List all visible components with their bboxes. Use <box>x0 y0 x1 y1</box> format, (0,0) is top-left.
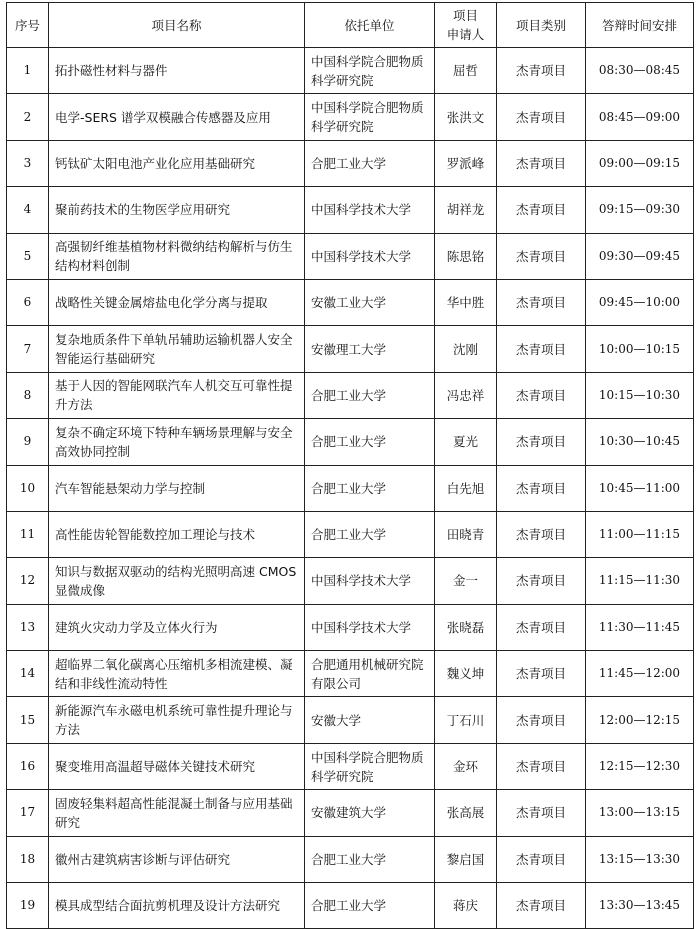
institution: 中国科学院合肥物质科学研究院 <box>305 743 435 789</box>
row-index: 17 <box>7 790 49 836</box>
row-index: 1 <box>7 48 49 94</box>
schedule-time: 12:00—12:15 <box>586 697 694 743</box>
row-index: 11 <box>7 511 49 557</box>
row-index: 6 <box>7 279 49 325</box>
applicant: 夏光 <box>435 419 497 465</box>
schedule-time: 09:15—09:30 <box>586 187 694 233</box>
schedule-table <box>6 2 694 929</box>
table-row <box>7 743 694 789</box>
table-row <box>7 279 694 325</box>
schedule-time: 09:00—09:15 <box>586 140 694 186</box>
row-index: 8 <box>7 372 49 418</box>
schedule-time: 09:45—10:00 <box>586 279 694 325</box>
row-index: 10 <box>7 465 49 511</box>
schedule-time: 11:30—11:45 <box>586 604 694 650</box>
project-category: 杰青项目 <box>497 651 586 697</box>
project-category: 杰青项目 <box>497 94 586 140</box>
project-category: 杰青项目 <box>497 883 586 929</box>
project-category: 杰青项目 <box>497 140 586 186</box>
table-row <box>7 697 694 743</box>
table-row <box>7 836 694 882</box>
table-row <box>7 651 694 697</box>
applicant: 屈哲 <box>435 48 497 94</box>
row-index: 18 <box>7 836 49 882</box>
applicant: 白先旭 <box>435 465 497 511</box>
header-schedule: 答辩时间安排 <box>586 3 694 48</box>
project-name: 徽州古建筑病害诊断与评估研究 <box>49 836 305 882</box>
schedule-time: 10:00—10:15 <box>586 326 694 372</box>
applicant: 张高展 <box>435 790 497 836</box>
row-index: 2 <box>7 94 49 140</box>
applicant: 田晓青 <box>435 511 497 557</box>
applicant: 张洪文 <box>435 94 497 140</box>
institution: 安徽建筑大学 <box>305 790 435 836</box>
applicant: 蒋庆 <box>435 883 497 929</box>
project-name: 拓扑磁性材料与器件 <box>49 48 305 94</box>
project-category: 杰青项目 <box>497 558 586 604</box>
institution: 安徽工业大学 <box>305 279 435 325</box>
project-category: 杰青项目 <box>497 465 586 511</box>
institution: 安徽理工大学 <box>305 326 435 372</box>
row-index: 19 <box>7 883 49 929</box>
table-row <box>7 94 694 140</box>
header-applicant: 项目 申请人 <box>435 3 497 48</box>
table-row <box>7 233 694 279</box>
project-name: 模具成型结合面抗剪机理及设计方法研究 <box>49 883 305 929</box>
project-name: 聚前药技术的生物医学应用研究 <box>49 187 305 233</box>
schedule-time: 11:15—11:30 <box>586 558 694 604</box>
project-name: 电学-SERS 谱学双模融合传感器及应用 <box>49 94 305 140</box>
header-institution: 依托单位 <box>305 3 435 48</box>
project-category: 杰青项目 <box>497 604 586 650</box>
institution: 合肥工业大学 <box>305 372 435 418</box>
project-name: 战略性关键金属熔盐电化学分离与提取 <box>49 279 305 325</box>
applicant: 金环 <box>435 743 497 789</box>
row-index: 9 <box>7 419 49 465</box>
applicant: 丁石川 <box>435 697 497 743</box>
row-index: 3 <box>7 140 49 186</box>
header-row <box>7 3 694 48</box>
applicant: 冯忠祥 <box>435 372 497 418</box>
table-row <box>7 790 694 836</box>
table-row <box>7 419 694 465</box>
table-row <box>7 558 694 604</box>
table-row <box>7 883 694 929</box>
project-name: 汽车智能悬架动力学与控制 <box>49 465 305 511</box>
project-name: 新能源汽车永磁电机系统可靠性提升理论与方法 <box>49 697 305 743</box>
schedule-time: 10:45—11:00 <box>586 465 694 511</box>
applicant: 沈刚 <box>435 326 497 372</box>
header-index: 序号 <box>7 3 49 48</box>
project-category: 杰青项目 <box>497 279 586 325</box>
row-index: 15 <box>7 697 49 743</box>
project-category: 杰青项目 <box>497 419 586 465</box>
institution: 合肥通用机械研究院有限公司 <box>305 651 435 697</box>
applicant: 罗派峰 <box>435 140 497 186</box>
table-row <box>7 604 694 650</box>
institution: 中国科学技术大学 <box>305 233 435 279</box>
project-category: 杰青项目 <box>497 48 586 94</box>
project-category: 杰青项目 <box>497 511 586 557</box>
schedule-time: 10:15—10:30 <box>586 372 694 418</box>
schedule-time: 08:45—09:00 <box>586 94 694 140</box>
schedule-time: 11:45—12:00 <box>586 651 694 697</box>
institution: 合肥工业大学 <box>305 511 435 557</box>
institution: 合肥工业大学 <box>305 883 435 929</box>
applicant: 魏义坤 <box>435 651 497 697</box>
applicant: 黎启国 <box>435 836 497 882</box>
row-index: 16 <box>7 743 49 789</box>
applicant: 张晓磊 <box>435 604 497 650</box>
table-row <box>7 140 694 186</box>
project-category: 杰青项目 <box>497 836 586 882</box>
project-category: 杰青项目 <box>497 743 586 789</box>
project-name: 复杂不确定环境下特种车辆场景理解与安全高效协同控制 <box>49 419 305 465</box>
institution: 合肥工业大学 <box>305 465 435 511</box>
table-row <box>7 48 694 94</box>
schedule-time: 09:30—09:45 <box>586 233 694 279</box>
project-name: 聚变堆用高温超导磁体关键技术研究 <box>49 743 305 789</box>
header-category: 项目类别 <box>497 3 586 48</box>
project-name: 复杂地质条件下单轨吊辅助运输机器人安全智能运行基础研究 <box>49 326 305 372</box>
table-row <box>7 326 694 372</box>
project-category: 杰青项目 <box>497 187 586 233</box>
institution: 合肥工业大学 <box>305 836 435 882</box>
institution: 中国科学技术大学 <box>305 604 435 650</box>
institution: 中国科学院合肥物质科学研究院 <box>305 94 435 140</box>
project-name: 钙钛矿太阳电池产业化应用基础研究 <box>49 140 305 186</box>
row-index: 14 <box>7 651 49 697</box>
header-project-name: 项目名称 <box>49 3 305 48</box>
institution: 安徽大学 <box>305 697 435 743</box>
table-body <box>7 48 694 929</box>
project-category: 杰青项目 <box>497 326 586 372</box>
project-category: 杰青项目 <box>497 233 586 279</box>
applicant: 华中胜 <box>435 279 497 325</box>
institution: 合肥工业大学 <box>305 140 435 186</box>
project-category: 杰青项目 <box>497 790 586 836</box>
institution: 中国科学院合肥物质科学研究院 <box>305 48 435 94</box>
schedule-time: 13:30—13:45 <box>586 883 694 929</box>
project-name: 知识与数据双驱动的结构光照明高速 CMOS 显微成像 <box>49 558 305 604</box>
schedule-time: 11:00—11:15 <box>586 511 694 557</box>
row-index: 13 <box>7 604 49 650</box>
schedule-time: 10:30—10:45 <box>586 419 694 465</box>
applicant: 金一 <box>435 558 497 604</box>
row-index: 4 <box>7 187 49 233</box>
project-category: 杰青项目 <box>497 697 586 743</box>
institution: 中国科学技术大学 <box>305 558 435 604</box>
institution: 中国科学技术大学 <box>305 187 435 233</box>
applicant: 胡祥龙 <box>435 187 497 233</box>
project-name: 高性能齿轮智能数控加工理论与技术 <box>49 511 305 557</box>
table-row <box>7 465 694 511</box>
project-name: 建筑火灾动力学及立体火行为 <box>49 604 305 650</box>
project-name: 基于人因的智能网联汽车人机交互可靠性提升方法 <box>49 372 305 418</box>
schedule-time: 08:30—08:45 <box>586 48 694 94</box>
table-row <box>7 511 694 557</box>
project-name: 高强韧纤维基植物材料微纳结构解析与仿生结构材料创制 <box>49 233 305 279</box>
applicant: 陈思铭 <box>435 233 497 279</box>
project-name: 超临界二氧化碳离心压缩机多相流建模、凝结和非线性流动特性 <box>49 651 305 697</box>
table-row <box>7 372 694 418</box>
row-index: 5 <box>7 233 49 279</box>
project-name: 固废轻集料超高性能混凝土制备与应用基础研究 <box>49 790 305 836</box>
schedule-time: 13:00—13:15 <box>586 790 694 836</box>
schedule-time: 13:15—13:30 <box>586 836 694 882</box>
row-index: 7 <box>7 326 49 372</box>
table-row <box>7 187 694 233</box>
institution: 合肥工业大学 <box>305 419 435 465</box>
schedule-time: 12:15—12:30 <box>586 743 694 789</box>
project-category: 杰青项目 <box>497 372 586 418</box>
row-index: 12 <box>7 558 49 604</box>
